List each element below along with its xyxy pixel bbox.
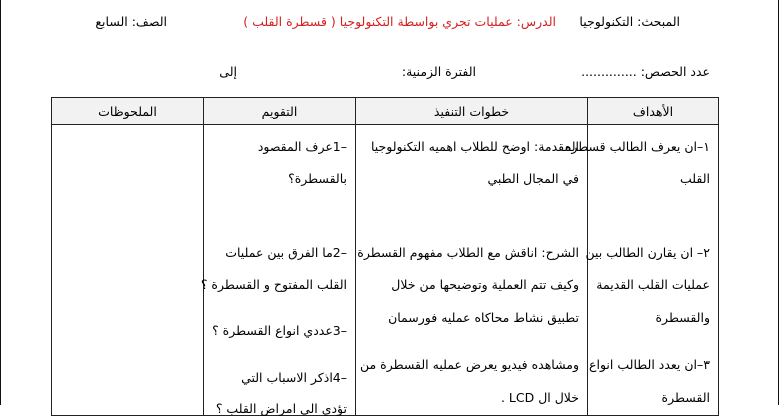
evaluation-cell [200,125,356,416]
notes-cell [52,125,204,416]
step-line: خلال ال LCD . [500,390,579,405]
steps-cell [356,125,588,416]
evaluation-line: القلب المفتوح و القسطرة ؟ [200,277,347,292]
sessions-label: عدد الحصص: .............. [581,64,710,79]
to-label: إلى [219,64,237,79]
lesson-title: الدرس: عمليات تجري بواسطة التكنولوجيا ( قسطرة القلب ) [243,14,556,29]
step-line: ومشاهده فيديو يعرض عمليه القسطرة من [360,357,579,372]
step-line: وكيف تتم العملية وتوضيحها من خلال [391,277,579,292]
page-right-border [778,0,779,405]
objective-line: عمليات القلب القديمة [596,277,710,292]
evaluation-line: –1عرف المقصود [257,139,347,154]
step-line: المقدمة: اوضح للطلاب اهميه التكنولوجيا [370,139,579,154]
lesson-plan-table [51,97,719,416]
objective-line: ١–ان يعرف الطالب قسطره [564,139,710,154]
evaluation-line: بالقسطرة؟ [288,171,347,186]
step-line: الشرح: اناقش مع الطلاب مفهوم القسطرة [357,245,579,260]
objective-line: والقسطرة [655,310,710,325]
objective-line: ٣–ان يعدد الطالب انواع [589,357,710,372]
objectives-header: الأهداف [588,98,719,125]
table-header-row [52,98,719,125]
evaluation-line: تؤدي الى امراض القلب ؟ [215,401,347,416]
evaluation-line: –3عددي انواع القسطرة ؟ [212,323,347,338]
objective-line: ٢– ان يقارن الطالب بين [585,245,710,260]
steps-header: خطوات التنفيذ [356,98,588,125]
evaluation-header: التقويم [204,98,356,125]
evaluation-line: –2ما الفرق بين عمليات [225,245,347,260]
period-label: الفترة الزمنية: [401,64,476,79]
table-row [52,125,719,416]
objective-line: القسطرة [661,390,710,405]
objectives-cell [564,125,719,416]
evaluation-line: –4اذكر الاسباب التي [241,370,347,385]
page-left-border [0,0,1,405]
grade-label: الصف: السابع [95,14,167,29]
objective-line: القلب [679,171,710,186]
step-line: تطبيق نشاط محاكاه عمليه فورسمان [388,310,579,325]
notes-header: الملحوظات [52,98,204,125]
step-line: في المجال الطبي [487,171,579,186]
subject-label: المبحث: التكنولوجيا [579,14,680,29]
